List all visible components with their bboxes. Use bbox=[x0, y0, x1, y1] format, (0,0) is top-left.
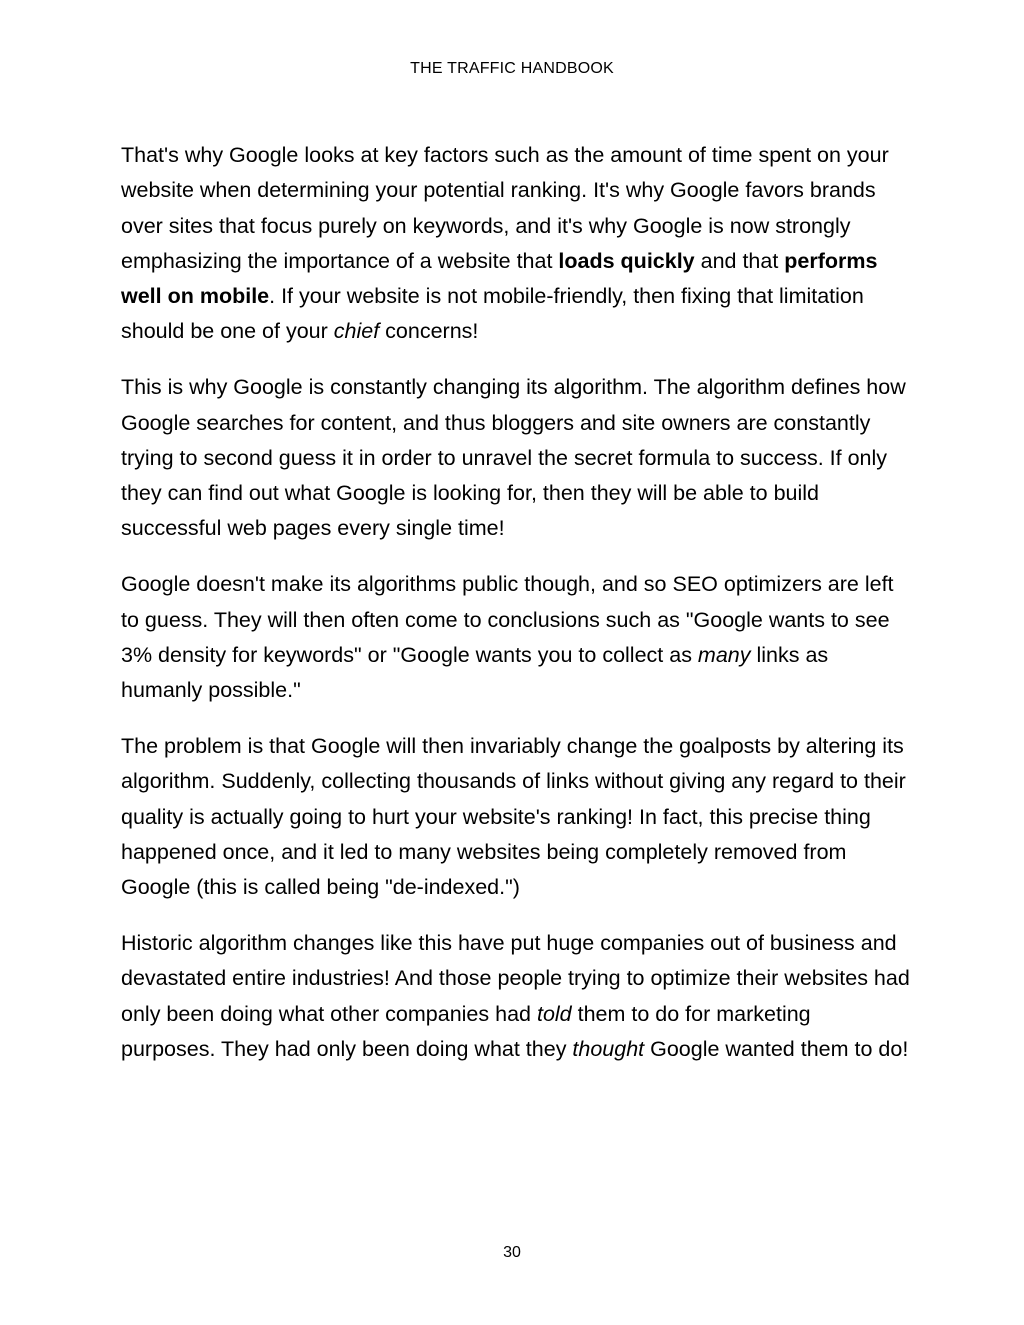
paragraph-1-text-4: concerns! bbox=[379, 319, 479, 344]
paragraph-1-text-2: and that bbox=[694, 248, 785, 273]
paragraph-3-text-1: Google doesn't make its algorithms public though, and so SEO optimizers are left to guess. They will then often come to conclusions such as "Google wants to see 3% density for keywords" or "Google wants you to collect as bbox=[121, 572, 894, 667]
paragraph-3 bbox=[121, 567, 911, 708]
italic-thought: thought bbox=[572, 1036, 645, 1061]
paragraph-5-text-1: Historic algorithm changes like this have put huge companies out of business and devastated entire industries! And those people trying to optimize their websites had only been doing what other companies had bbox=[121, 930, 910, 1026]
italic-told: told bbox=[536, 1001, 572, 1026]
paragraph-5-text-2: them to do for marketing purposes. They had only been doing what they bbox=[121, 1001, 811, 1061]
page-number: 30 bbox=[503, 1244, 521, 1261]
paragraph-1 bbox=[121, 138, 911, 350]
bold-loads-quickly: loads quickly bbox=[558, 248, 695, 273]
paragraph-5-text-3: Google wanted them to do! bbox=[644, 1036, 909, 1061]
paragraph-3-text-2: links as humanly possible." bbox=[121, 642, 829, 703]
paragraph-5 bbox=[121, 926, 911, 1067]
paragraph-1-text-3: . If your website is not mobile-friendly, then fixing that limitation should be one of your bbox=[121, 284, 864, 344]
paragraph-4: The problem is that Google will then invariably change the goalposts by altering its algorithm. Suddenly, collecting thousands of links without giving any regard to their quality is actually going to hurt your website's ranking! In fact, this precise thing happened once, and it led to many websites being completely removed from Google (this is called being "de-indexed.") bbox=[121, 733, 906, 900]
italic-chief: chief bbox=[333, 319, 380, 344]
paragraph-1-text-1: That's why Google looks at key factors such as the amount of time spent on your website when determining your potential ranking. It's why Google favors brands over sites that focus purely on keywords, and it's why Google is now strongly emphasizing the importance of a website that bbox=[121, 143, 889, 273]
bold-performs-well-on-mobile: performs well on mobile bbox=[121, 248, 878, 309]
italic-many: many bbox=[697, 642, 751, 667]
paragraph-2: This is why Google is constantly changing its algorithm. The algorithm defines how Google searches for content, and thus bloggers and site owners are constantly trying to second guess it in order to unravel the secret formula to success. If only they can find out what Google is looking for, then they will be able to build successful web pages every single time! bbox=[121, 375, 906, 541]
body-text bbox=[121, 138, 911, 1088]
running-header: THE TRAFFIC HANDBOOK bbox=[410, 60, 614, 77]
